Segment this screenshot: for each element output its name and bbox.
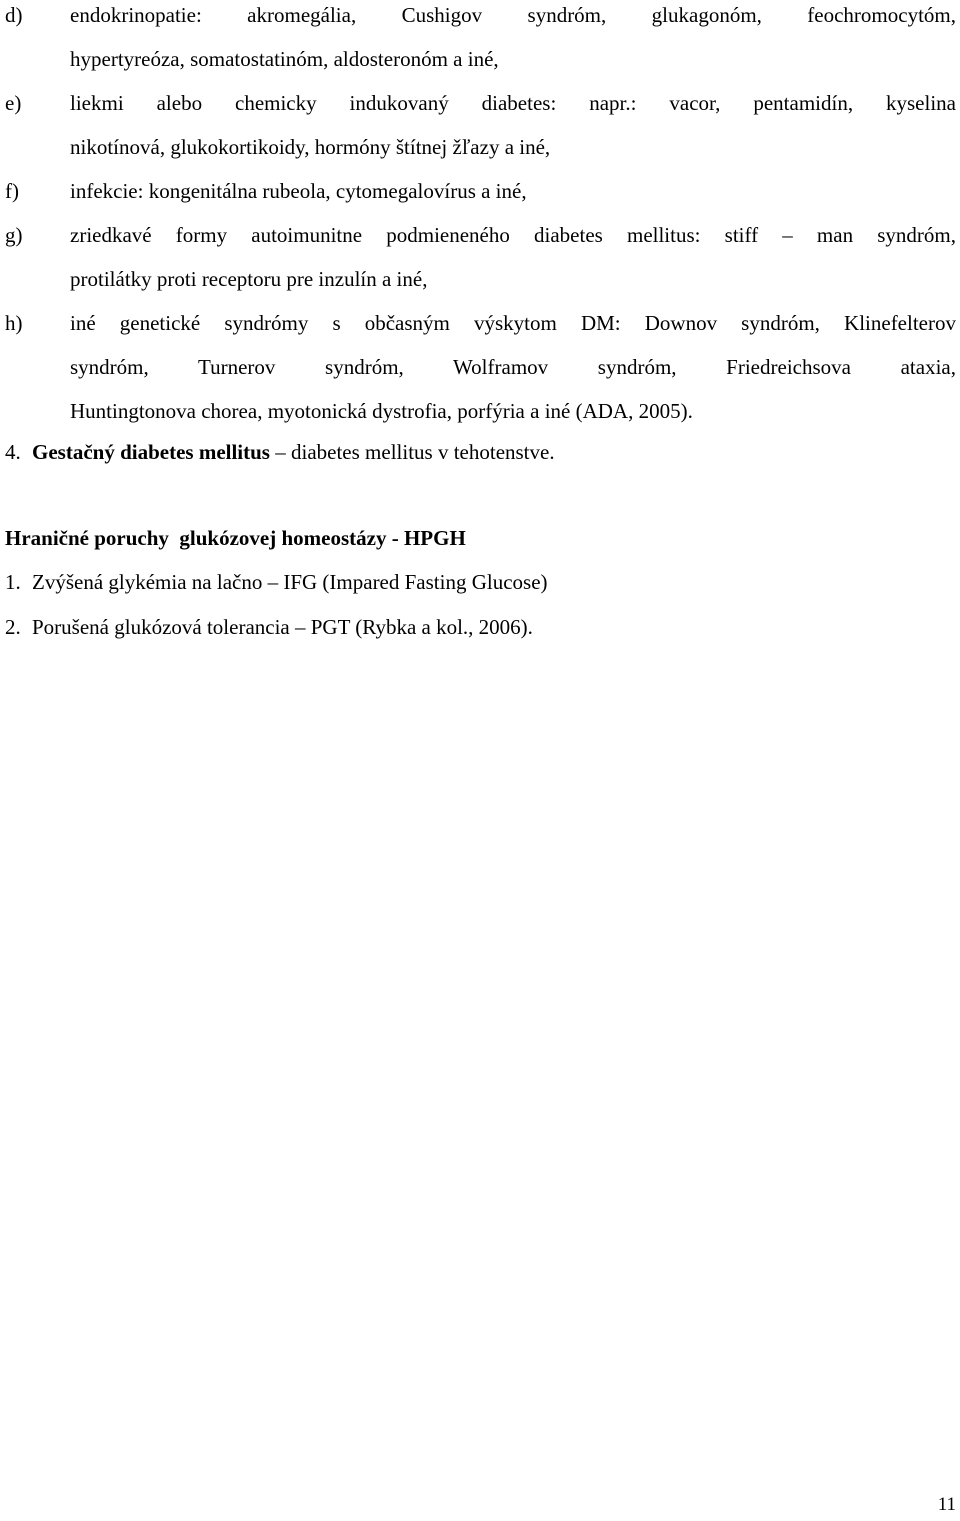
list-text-line: protilátky proti receptoru pre inzulín a iné, — [70, 267, 428, 291]
item-number: 4. — [5, 440, 21, 464]
page-number: 11 — [937, 1494, 956, 1515]
section-heading: Hraničné poruchy glukózovej homeostázy - HPGH — [5, 526, 466, 550]
list-label: d) — [5, 3, 23, 27]
list-label: e) — [5, 91, 22, 115]
list-text-line: liekmi alebo chemicky indukovaný diabetes: napr.: vacor, pentamidín, kyselina — [70, 91, 956, 115]
item-text: Zvýšená glykémia na lačno – IFG (Impared Fasting Glucose) — [32, 570, 548, 594]
item-description: – diabetes mellitus v tehotenstve. — [269, 440, 555, 464]
list-text-line: hypertyreóza, somatostatinóm, aldosteronóm a iné, — [70, 47, 499, 71]
list-label: f) — [5, 179, 19, 203]
list-text-line: syndróm, Turnerov syndróm, Wolframov syndróm, Friedreichsova ataxia, — [70, 355, 956, 379]
section-item-1 — [5, 570, 548, 595]
list-text-line: iné genetické syndrómy s občasným výskytom DM: Downov syndróm, Klinefelterov — [70, 311, 956, 335]
item-text: Porušená glukózová tolerancia – PGT (Rybka a kol., 2006). — [32, 615, 533, 639]
list-text-line: nikotínová, glukokortikoidy, hormóny štítnej žľazy a iné, — [70, 135, 551, 159]
item-bold-term: Gestačný diabetes mellitus — [32, 440, 270, 464]
list-label: g) — [5, 223, 23, 247]
list-text-line: endokrinopatie: akromegália, Cushigov syndróm, glukagonóm, feochromocytóm, — [70, 3, 956, 27]
numbered-item-4 — [5, 440, 555, 465]
list-label: h) — [5, 311, 23, 335]
list-text-line: zriedkavé formy autoimunitne podmieneného diabetes mellitus: stiff – man syndróm, — [70, 223, 956, 247]
list-text-line: Huntingtonova chorea, myotonická dystrofia, porfýria a iné (ADA, 2005). — [70, 399, 693, 423]
section-item-2 — [5, 615, 533, 640]
item-number: 2. — [5, 615, 21, 639]
list-text-line: infekcie: kongenitálna rubeola, cytomegalovírus a iné, — [70, 179, 527, 203]
item-number: 1. — [5, 570, 21, 594]
